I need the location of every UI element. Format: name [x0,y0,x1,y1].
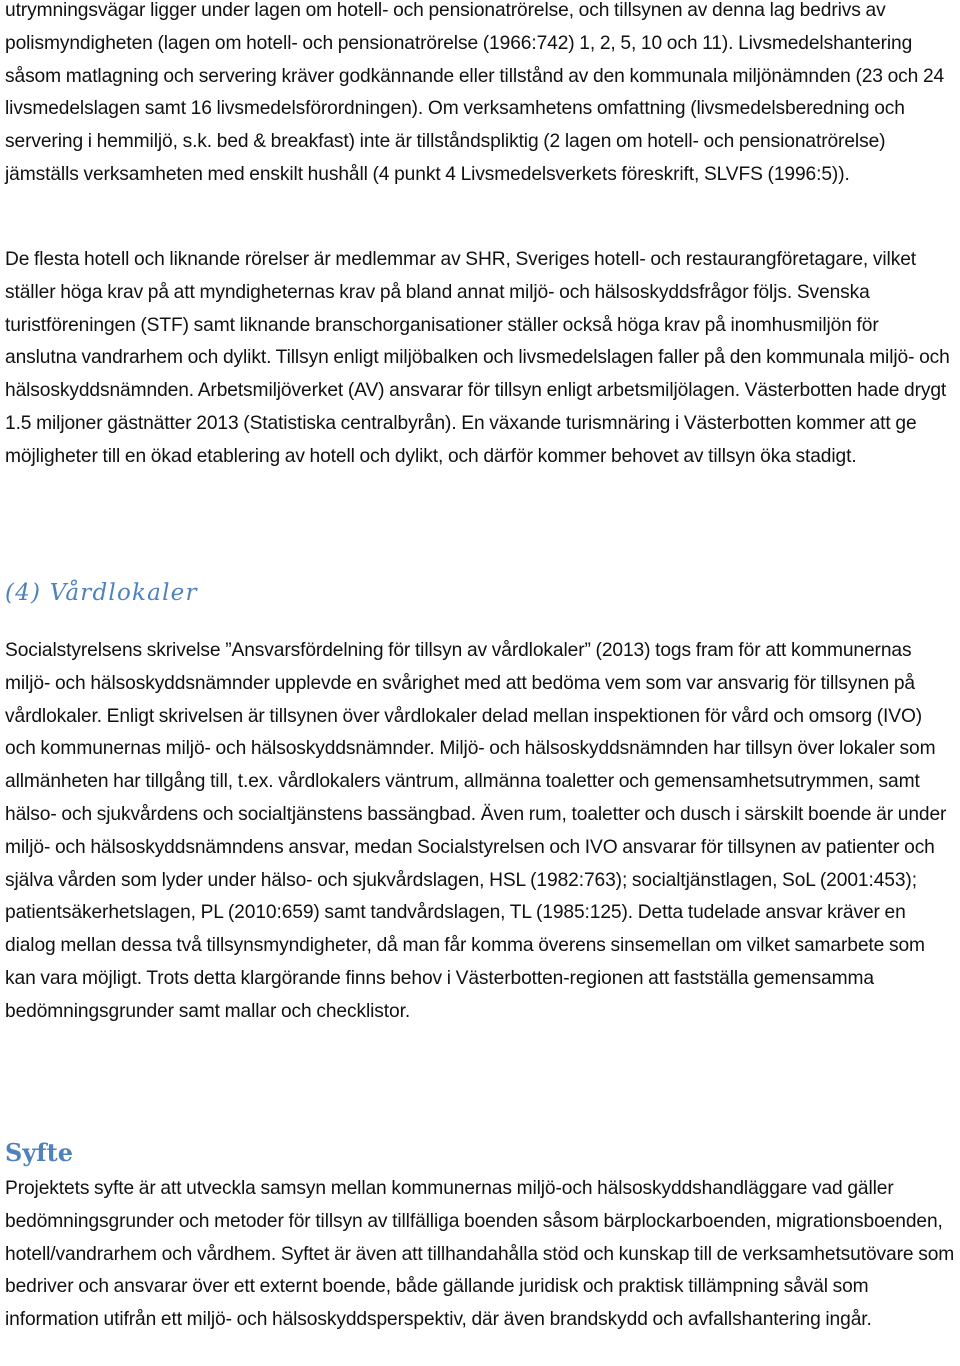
heading-vardlokaler: (4) Vårdlokaler [5,580,198,606]
paragraph-vardlokaler: Socialstyrelsens skrivelse ”Ansvarsfördelning för tillsyn av vårdlokaler” (2013) togs fram för att kommunernas miljö- och hälsoskyddsnämnder upplevde en svårighet med att bedöma vem som var ansvarig för tillsynen på vårdlokaler. Enligt skrivelsen är tillsynen över vårdlokaler delad mellan inspektionen för vård och omsorg (IVO) och kommunernas miljö- och hälsoskyddsnämnder. Miljö- och hälsoskyddsnämnden har tillsyn över lokaler som allmänheten har tillgång till, t.ex. vårdlokalers väntrum, allmänna toaletter och gemensamhetsutrymmen, samt hälso- och sjukvårdens och socialtjänstens bassängbad. Även rum, toaletter och dusch i särskilt boende är under miljö- och hälsoskyddsnämndens ansvar, medan Socialstyrelsen och IVO ansvarar för tillsynen av patienter och själva vården som lyder under hälso- och sjukvårdslagen, HSL (1982:763); socialtjänstlagen, SoL (2001:453); patientsäkerhetslagen, PL (2010:659) samt tandvårdslagen, TL (1985:125). Detta tudelade ansvar kräver en dialog mellan dessa två tillsynsmyndigheter, då man får komma överens sinsemellan om vilket samarbete som kan vara möjligt. Trots detta klargörande finns behov i Västerbotten-regionen att fastställa gemensamma bedömningsgrunder samt mallar och checklistor. [5,640,947,1022]
heading-syfte: Syfte [5,1138,73,1167]
paragraph-syfte: Projektets syfte är att utveckla samsyn mellan kommunernas miljö-och hälsoskyddshandläggare vad gäller bedömningsgrunder och metoder för tillsyn av tillfälliga boenden såsom bärplockarboenden, migrationsboenden, hotell/vandrarhem och vårdhem. Syftet är även att tillhandahålla stöd och kunskap till de verksamhetsutövare som bedriver och ansvarar över ett externt boende, både gällande juridisk och praktisk tillämpning såväl som information utifrån ett miljö- och hälsoskyddsperspektiv, där även brandskydd och avfallshantering ingår. [5,1178,955,1331]
paragraph-fire-safety-food: utrymningsvägar ligger under lagen om hotell- och pensionatrörelse, och tillsynen av denna lag bedrivs av polismyndigheten (lagen om hotell- och pensionatrörelse (1966:742) 1, 2, 5, 10 och 11). Livsmedelshantering såsom matlagning och servering kräver godkännande eller tillstånd av den kommunala miljönämnden (23 och 24 livsmedelslagen samt 16 livsmedelsförordningen). Om verksamhetens omfattning (livsmedelsberedning och servering i hemmiljö, s.k. bed & breakfast) inte är tillståndspliktig (2 lagen om hotell- och pensionatrörelse) jämställs verksamheten med enskilt hushåll (4 punkt 4 Livsmedelsverkets föreskrift, SLVFS (1996:5)). [5,0,945,185]
paragraph-hotel-industry: De flesta hotell och liknande rörelser är medlemmar av SHR, Sveriges hotell- och restaurangföretagare, vilket ställer höga krav på att myndigheternas krav på bland annat miljö- och hälsoskyddsfrågor följs. Svenska turistföreningen (STF) samt liknande branschorganisationer ställer också höga krav på inomhusmiljön för anslutna vandrarhem och dylikt. Tillsyn enligt miljöbalken och livsmedelslagen faller på den kommunala miljö- och hälsoskyddsnämnden. Arbetsmiljöverket (AV) ansvarar för tillsyn enligt arbetsmiljölagen. Västerbotten hade drygt 1.5 miljoner gästnätter 2013 (Statistiska centralbyrån). En växande turismnäring i Västerbotten kommer att ge möjligheter till en ökad etablering av hotell och dylikt, och därför kommer behovet av tillsyn öka stadigt. [5,249,950,467]
